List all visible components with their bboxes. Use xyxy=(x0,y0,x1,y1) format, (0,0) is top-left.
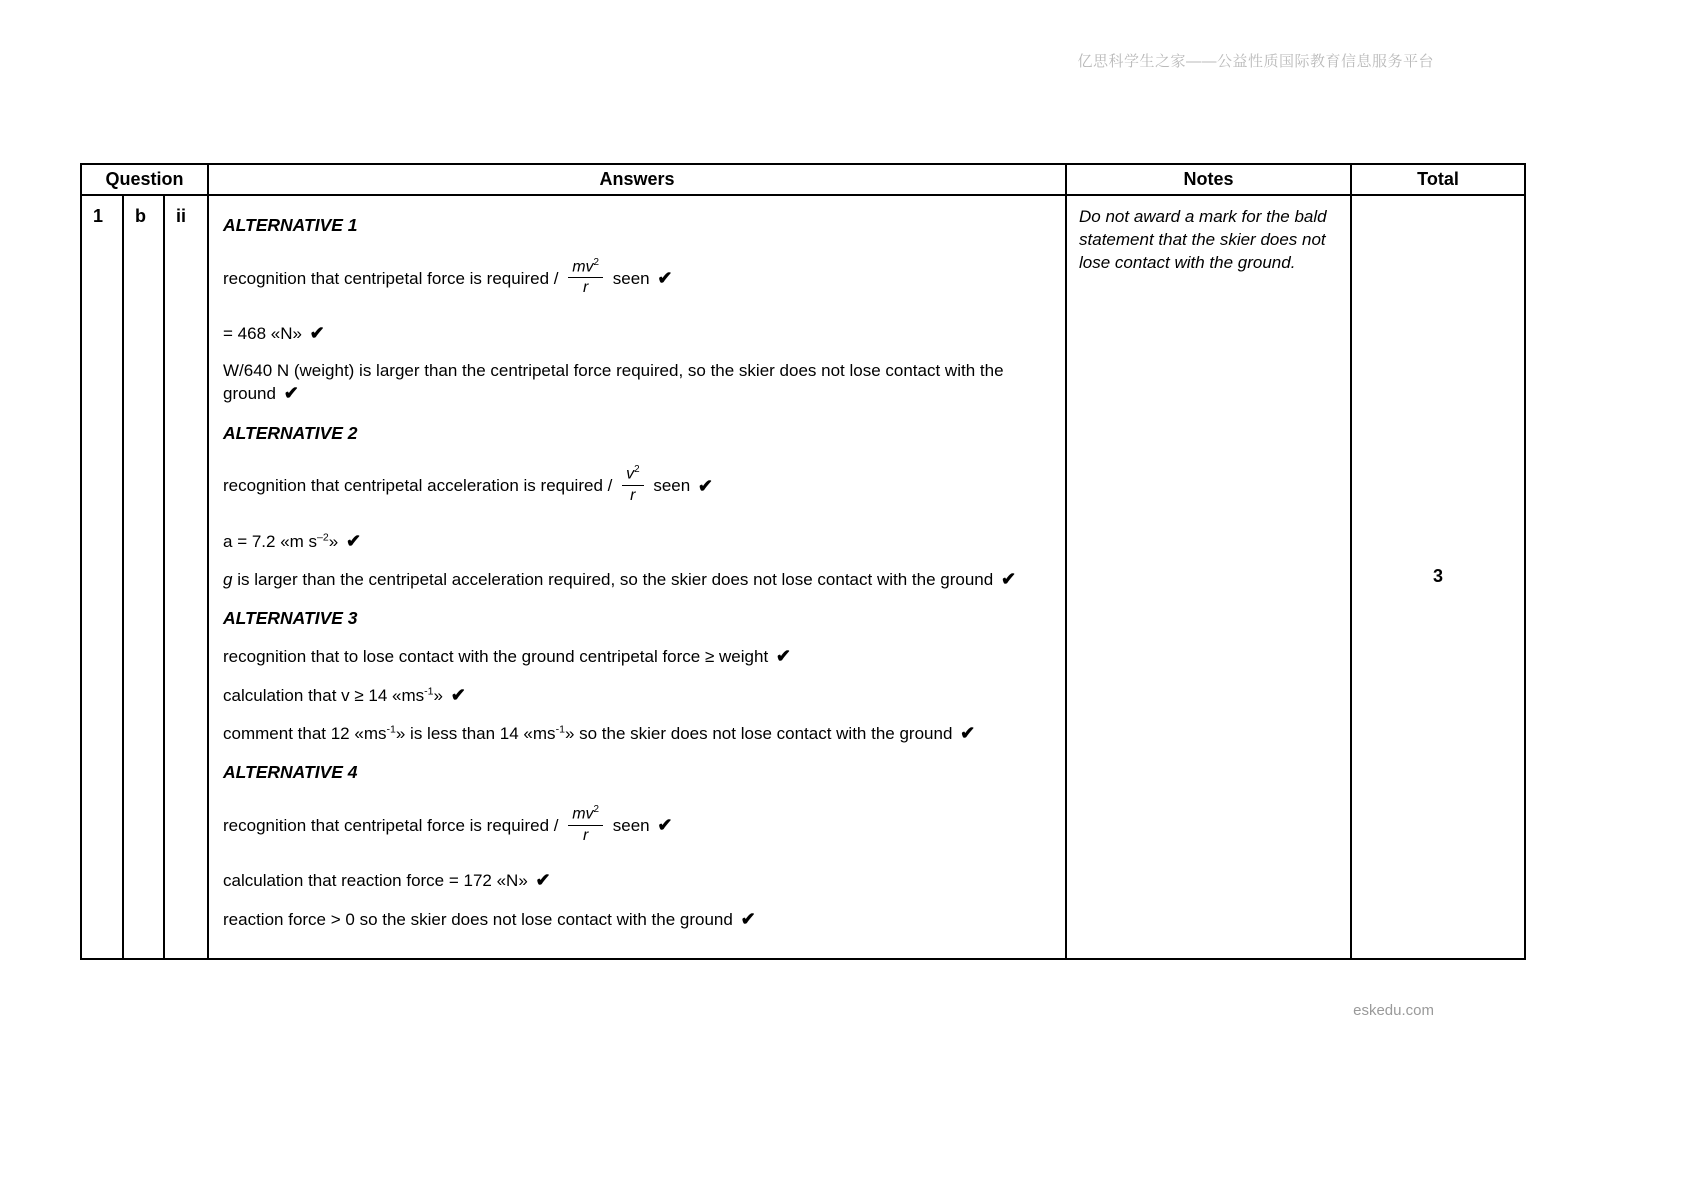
question-subpart: ii xyxy=(164,195,208,959)
answer-line: calculation that v ≥ 14 «$ms^{-1}$» ✔ xyxy=(223,684,466,705)
answer-line: comment that 12 «$ms^{-1}$» is less than 14 «$ms^{-1}$» so the skier does not lose contact with the ground ✔ xyxy=(223,722,976,743)
answer-line: = 468 «N» ✔ xyxy=(223,322,325,343)
checkmark-icon: ✔ xyxy=(309,322,325,343)
checkmark-icon: ✔ xyxy=(740,908,756,929)
total-marks: 3 xyxy=(1433,566,1444,587)
answer-line: recognition that centripetal acceleration is required / $\frac{v^2}{r}$ seen ✔ xyxy=(223,464,713,505)
checkmark-icon: ✔ xyxy=(535,870,551,891)
header-watermark: 亿思科学生之家——公益性质国际教育信息服务平台 xyxy=(1077,53,1434,70)
answer-line: recognition that to lose contact with the ground centripetal force ≥ weight ✔ xyxy=(223,646,791,667)
alternative-heading: ALTERNATIVE 3 xyxy=(223,608,358,629)
column-header-notes: Notes xyxy=(1066,164,1351,195)
header-row xyxy=(81,164,1525,195)
checkmark-icon: ✔ xyxy=(450,684,466,705)
answer-line: W/640 N (weight) is larger than the centripetal force required, so the skier does not lose contact with the ground ✔ xyxy=(223,361,1004,404)
fraction: $\frac{v^2}{r}$ xyxy=(622,464,644,505)
total-cell xyxy=(1351,195,1525,959)
alternative-heading: ALTERNATIVE 4 xyxy=(223,762,358,783)
answer-line: recognition that centripetal force is required / $\frac{mv^2}{r}$ seen ✔ xyxy=(223,256,673,297)
answer-lines xyxy=(223,214,1053,931)
markscheme-table xyxy=(80,163,1526,960)
answers-cell xyxy=(208,195,1066,959)
fraction: $\frac{mv^2}{r}$ xyxy=(568,257,603,298)
notes-cell: Do not award a mark for the bald statement that the skier does not lose contact with the ground. xyxy=(1066,195,1351,959)
answer-line: a = 7.2 «m $s^{-2}$» ✔ xyxy=(223,530,362,551)
question-number: 1 xyxy=(81,195,123,959)
answer-line: recognition that centripetal force is required / $\frac{mv^2}{r}$ seen ✔ xyxy=(223,804,673,844)
table-row xyxy=(81,195,1525,959)
checkmark-icon: ✔ xyxy=(345,530,362,551)
checkmark-icon: ✔ xyxy=(657,267,673,288)
checkmark-icon: ✔ xyxy=(657,815,673,836)
checkmark-icon: ✔ xyxy=(283,383,299,404)
answer-line: reaction force > 0 so the skier does not lose contact with the ground ✔ xyxy=(223,908,756,929)
answer-line: g is larger than the centripetal acceleration required, so the skier does not lose contact with the ground ✔ xyxy=(223,568,1017,589)
checkmark-icon: ✔ xyxy=(1000,568,1017,589)
column-header-answers: Answers xyxy=(208,164,1066,195)
answer-line: calculation that reaction force = 172 «N» ✔ xyxy=(223,870,551,891)
checkmark-icon: ✔ xyxy=(775,646,791,667)
checkmark-icon: ✔ xyxy=(697,475,713,496)
alternative-heading: ALTERNATIVE 1 xyxy=(223,215,358,235)
alternative-heading: ALTERNATIVE 2 xyxy=(223,422,358,443)
column-header-question: Question xyxy=(81,164,208,195)
question-part: b xyxy=(123,195,164,959)
footer-watermark: eskedu.com xyxy=(1353,1002,1434,1019)
column-header-total: Total xyxy=(1351,164,1525,195)
checkmark-icon: ✔ xyxy=(960,722,976,743)
fraction: $\frac{mv^2}{r}$ xyxy=(568,804,603,845)
